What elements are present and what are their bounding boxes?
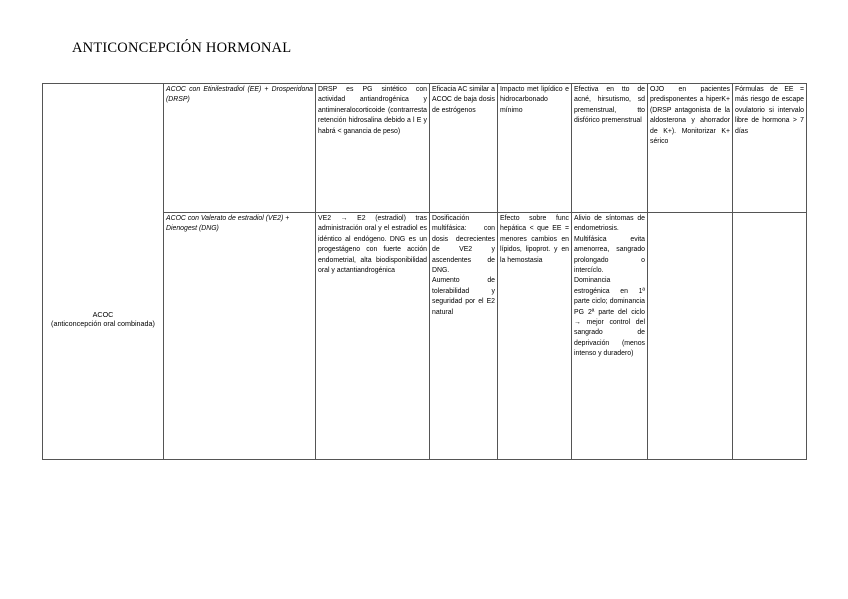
warning-cell <box>648 213 733 460</box>
efficacy-cell: Dosificación multifásica: con dosis decrecientes de VE2 y ascendentes de DNG. Aumento de tolerabilidad y seguridad por el E2 natural <box>430 213 498 460</box>
row-header-sublabel: (anticoncepción oral combinada) <box>51 319 155 328</box>
table-row <box>43 84 807 213</box>
metabolic-cell: Impacto met lipídico e hidrocarbonado mínimo <box>498 84 572 213</box>
indication-cell: Alivio de síntomas de endometriosis. Multifásica evita amenorrea, sangrado prolongado o intercíclo. Dominancia estrogénica en 1ª parte ciclo; dominancia PG 2ª parte del ciclo → mejor control del sangrado de deprivación (menos intenso y duradero) <box>572 213 648 460</box>
contraception-table <box>42 83 807 460</box>
page-title: ANTICONCEPCIÓN HORMONAL <box>72 40 292 56</box>
row-header-label: ACOC <box>92 309 114 319</box>
mechanism-cell: VE2 → E2 (estradiol) tras administración oral y el estradiol es idéntico al endógeno. DNG es un progestágeno con fuerte acción endometrial, alta biodisponibilidad oral y actantiandrogénica <box>316 213 430 460</box>
risk-cell: Fórmulas de EE = más riesgo de escape ovulatorio si intervalo libre de hormona > 7 días <box>733 84 807 213</box>
indication-cell: Efectiva en tto de acné, hirsutismo, sd premenstrual, tto disfórico premenstrual <box>572 84 648 213</box>
efficacy-cell: Eficacia AC similar a ACOC de baja dosis de estrógenos <box>430 84 498 213</box>
risk-cell <box>733 213 807 460</box>
regimen-cell: ACOC con Etinilestradiol (EE) + Drosperidona (DRSP) <box>164 84 316 213</box>
regimen-cell: ACOC con Valerato de estradiol (VE2) + Dienogest (DNG) <box>164 213 316 460</box>
mechanism-cell: DRSP es PG sintético con actividad antiandrogénica y antimineralocorticoide (contrarresta retención hidrosalina debido a l E y habrá < ganancia de peso) <box>316 84 430 213</box>
warning-cell: OJO en pacientes predisponentes a hiperK+ (DRSP antagonista de la aldosterona y ahorrador de K+). Monitorizar K+ sérico <box>648 84 733 213</box>
metabolic-cell: Efecto sobre func hepática < que EE = menores cambios en lípidos, lipoprot. y en la hemostasia <box>498 213 572 460</box>
row-header-cell <box>43 84 164 460</box>
